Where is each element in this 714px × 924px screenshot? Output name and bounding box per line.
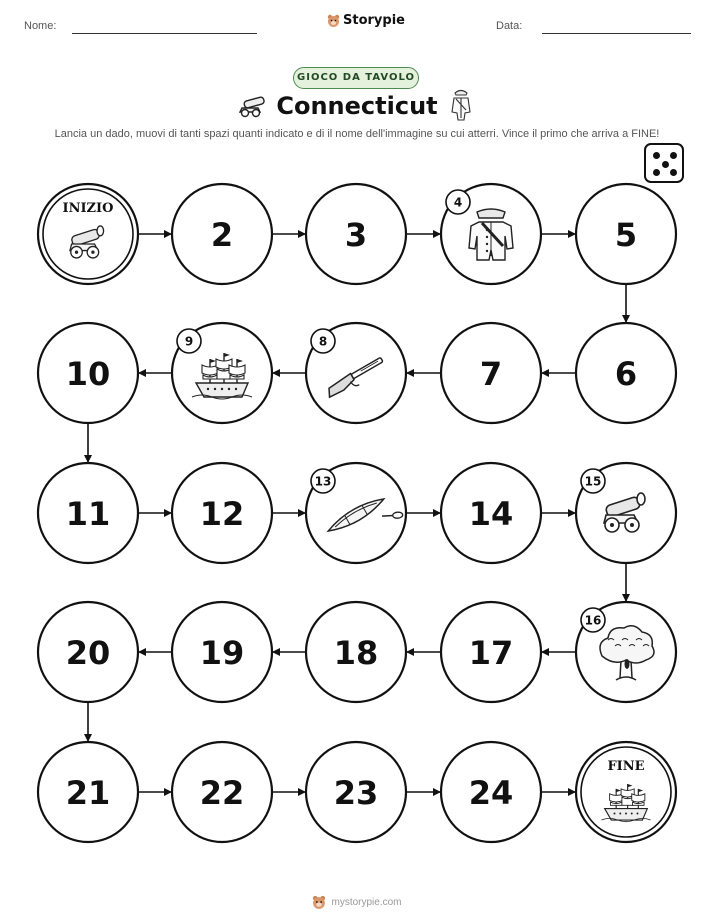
start-label: INIZIO [62,201,114,216]
board-space [441,323,541,423]
space-number: 5 [614,216,638,254]
space-number: 11 [65,495,111,533]
board-space [576,184,676,284]
finish-label: FINE [607,759,645,774]
board-space [38,463,138,563]
board-space [172,602,272,702]
space-number: 13 [314,474,332,489]
space-number: 6 [614,355,638,393]
board-space [306,323,406,423]
space-number: 10 [65,355,111,393]
board-space [441,463,541,563]
space-number: 24 [468,774,514,812]
instructions: Lancia un dado, muovi di tanti spazi quanti indicato e di il nome dell'immagine su cui atterri. Vince il primo che arriva a FINE! [54,128,660,140]
space-number: 16 [584,613,602,628]
space-number: 7 [479,355,503,393]
board-space [172,184,272,284]
board-space [306,463,406,563]
board-space [576,463,676,563]
board-space [441,602,541,702]
space-number: 12 [199,495,245,533]
board-space [172,323,272,423]
footer [0,895,714,910]
board-space [306,602,406,702]
page-title: Connecticut [276,92,438,120]
space-number: 21 [65,774,111,812]
game-type-badge: GIOCO DA TAVOLO [293,67,419,89]
space-number: 17 [468,634,514,672]
space-number: 14 [468,495,514,533]
bear-logo-icon [312,895,326,910]
board-space [306,742,406,842]
space-number: 8 [318,334,328,349]
space-number: 22 [199,774,245,812]
space-number: 15 [584,474,602,489]
space-number: 3 [344,216,368,254]
board-space [306,184,406,284]
date-label: Data: [496,20,523,32]
space-number: 4 [453,195,463,210]
board-space [576,602,676,702]
name-label: Nome: [24,20,57,32]
space-number: 9 [184,334,194,349]
board-space [38,323,138,423]
board-space [38,184,138,284]
space-number: 18 [333,634,379,672]
space-number: 20 [65,634,111,672]
space-number: 19 [199,634,245,672]
space-number: 2 [210,216,234,254]
footer-url: mystorypie.com [331,897,402,908]
board-space [441,742,541,842]
logo-text: Storypie [343,13,405,28]
board-space [576,323,676,423]
board-space [172,463,272,563]
board-space [38,742,138,842]
board-space [38,602,138,702]
space-number: 23 [333,774,379,812]
board-space [576,742,676,842]
board-space [441,184,541,284]
board-space [172,742,272,842]
